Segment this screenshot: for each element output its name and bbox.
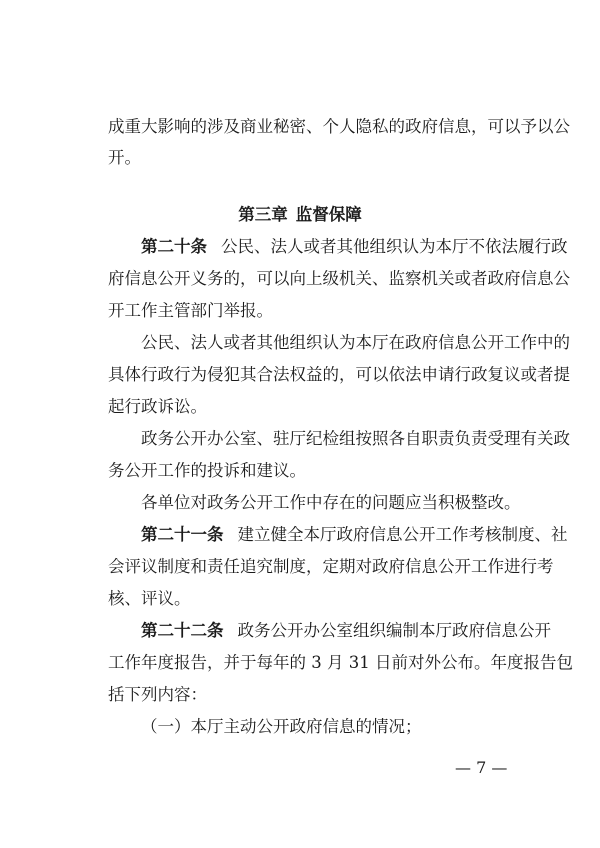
paragraph-line: 开工作主管部门举报。 <box>108 301 273 320</box>
chapter-heading <box>0 205 600 225</box>
paragraph-line: 括下列内容： <box>108 685 207 704</box>
paragraph-line: 各单位对政务公开工作中存在的问题应当积极整改。 <box>141 493 521 512</box>
paragraph-line: 起行政诉讼。 <box>108 397 207 416</box>
paragraph-line: 府信息公开义务的，可以向上级机关、监察机关或者政府信息公 <box>108 269 570 288</box>
article-22-first-line <box>141 621 551 641</box>
chapter-number: 第三章 <box>238 205 288 224</box>
article-21-label: 第二十一条 <box>141 525 224 544</box>
page-number: — 7 — <box>455 758 508 777</box>
paragraph-line: 工作年度报告，并于每年的 3 月 31 日前对外公布。年度报告包 <box>108 653 573 672</box>
article-21-first-line <box>141 525 568 545</box>
article-20-first-line <box>141 237 568 257</box>
paragraph-line: 具体行政行为侵犯其合法权益的，可以依法申请行政复议或者提 <box>108 365 570 384</box>
paragraph-line: 公民、法人或者其他组织认为本厅在政府信息公开工作中的 <box>141 333 570 352</box>
paragraph-line: 核、评议。 <box>108 589 191 608</box>
article-22-label: 第二十二条 <box>141 621 224 640</box>
paragraph-line: 政务公开办公室、驻厅纪检组按照各自职责负责受理有关政 <box>141 429 570 448</box>
paragraph-line: 务公开工作的投诉和建议。 <box>108 461 306 480</box>
article-22-text: 政务公开办公室组织编制本厅政府信息公开 <box>237 621 551 640</box>
paragraph-line: 开。 <box>108 148 141 167</box>
paragraph-line: 成重大影响的涉及商业秘密、个人隐私的政府信息，可以予以公 <box>108 117 570 136</box>
chapter-title: 监督保障 <box>295 205 362 224</box>
paragraph-line: 会评议制度和责任追究制度，定期对政府信息公开工作进行考 <box>108 557 554 576</box>
list-item: （一）本厅主动公开政府信息的情况； <box>141 717 422 736</box>
article-21-text: 建立健全本厅政府信息公开工作考核制度、社 <box>237 525 568 544</box>
article-20-text: 公民、法人或者其他组织认为本厅不依法履行政 <box>221 237 568 256</box>
article-20-label: 第二十条 <box>141 237 207 256</box>
